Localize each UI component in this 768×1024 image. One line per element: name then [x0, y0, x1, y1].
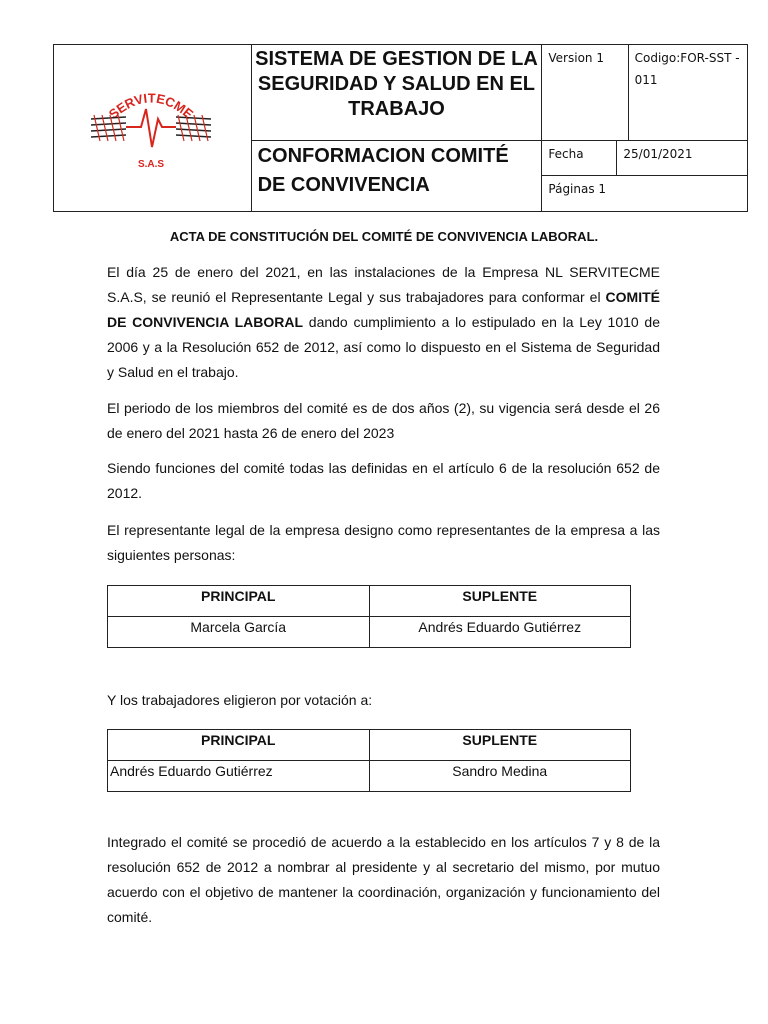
table-header: PRINCIPAL: [108, 730, 370, 761]
table-row: [108, 617, 631, 648]
worker-representatives-table: [107, 729, 631, 792]
date-pages-cell: [542, 141, 748, 212]
table-row: [108, 761, 631, 792]
paragraph-6: Integrado el comité se procedió de acuerdo a la establecido en los artículos 7 y 8 de la resolución 652 de 2012 a nombrar al presidente y al secretario del mismo, por mutuo acuerdo con el objetivo de mantener la coordinación, organización y funcionamiento del comité.: [107, 834, 660, 925]
code-cell: Codigo:FOR-SST - 011: [628, 45, 747, 141]
version-cell: Version 1: [542, 45, 628, 141]
logo-suffix-text: S.A.S: [137, 159, 165, 170]
document-name: CONFORMACION COMITÉ DE CONVIVENCIA: [251, 141, 542, 212]
fecha-value: 25/01/2021: [617, 141, 747, 175]
servitecme-logo: [86, 75, 216, 175]
logo-cell: [54, 45, 252, 212]
paginas-cell: Páginas 1: [548, 181, 607, 196]
paragraph-1-start: El día 25 de enero del 2021, en las instalaciones de la Empresa NL SERVITECME S.A.S, se reunió el Representante Legal y sus trabajadores para conformar el: [107, 264, 660, 305]
table-header-row: [108, 586, 631, 617]
table-cell: Andrés Eduardo Gutiérrez: [369, 617, 631, 648]
act-title: ACTA DE CONSTITUCIÓN DEL COMITÉ DE CONVIVENCIA LABORAL.: [169, 229, 599, 244]
table-cell: Marcela García: [108, 617, 370, 648]
document-header: [53, 44, 748, 212]
table-cell: Andrés Eduardo Gutiérrez: [108, 761, 370, 792]
table-cell: Sandro Medina: [369, 761, 631, 792]
table-header: SUPLENTE: [369, 730, 631, 761]
paragraph-2: El periodo de los miembros del comité es de dos años (2), su vigencia será desde el 26 de enero del 2021 hasta 26 de enero del 2023: [107, 400, 660, 441]
paragraph-1-end: dando cumplimiento a lo estipulado en la Ley 1010 de 2006 y a la Resolución 652 de 2012, así como lo dispuesto en el Sistema de Seguridad y Salud en el trabajo.: [107, 314, 660, 380]
fecha-label: Fecha: [542, 141, 617, 175]
paragraph-1-bold: COMITÉ DE CONVIVENCIA LABORAL: [107, 289, 660, 330]
table-header: PRINCIPAL: [108, 586, 370, 617]
table-header-row: [108, 730, 631, 761]
table-header: SUPLENTE: [369, 586, 631, 617]
logo-brand-text: SERVITECME: [105, 90, 197, 122]
paragraph-1: [107, 260, 660, 385]
system-title: SISTEMA DE GESTION DE LA SEGURIDAD Y SALUD EN EL TRABAJO: [251, 45, 542, 141]
paragraph-5: Y los trabajadores eligieron por votación a:: [107, 692, 373, 708]
paragraph-3: Siendo funciones del comité todas las definidas en el artículo 6 de la resolución 652 de 2012.: [107, 460, 660, 501]
company-representatives-table: [107, 585, 631, 648]
paragraph-4: El representante legal de la empresa designo como representantes de la empresa a las siguientes personas:: [107, 522, 660, 563]
